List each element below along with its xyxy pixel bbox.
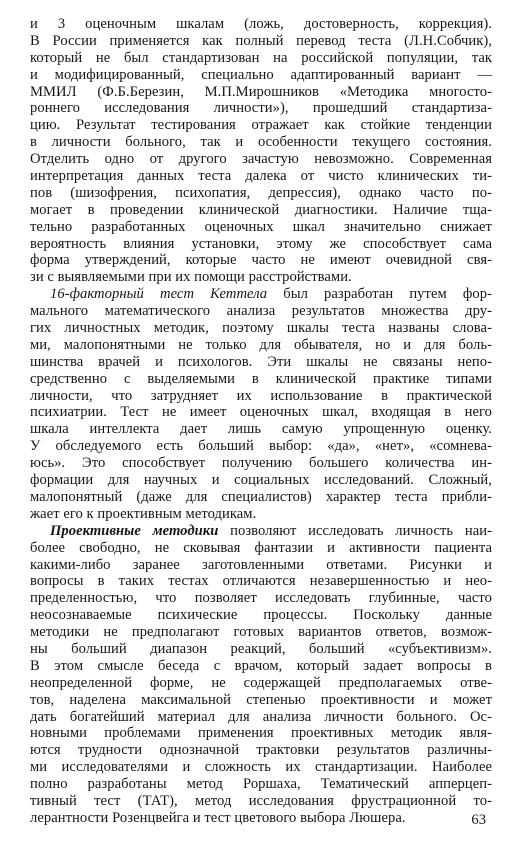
text-span: мального математического анализа результатов множества дру- [30, 303, 492, 320]
text-span: ми, малопонятными не только для обывателя, но и для боль- [30, 336, 492, 353]
text-line [30, 489, 492, 506]
paragraph [30, 286, 492, 522]
text-line [30, 320, 492, 337]
text-line [30, 742, 492, 759]
text-line [30, 540, 492, 557]
text-span: какими-либо заранее заготовленными ответами. Рисунки и [30, 556, 492, 573]
text-line [30, 33, 492, 50]
text-span: и модифицированный, специально адаптированный вариант — [30, 66, 492, 83]
text-line [30, 793, 492, 810]
text-span: в личности больного, так и особенности текущего состояния. [30, 134, 492, 151]
text-span: и 3 оценочным шкалам (ложь, достоверность, коррекция). [30, 16, 492, 32]
text-line [30, 658, 492, 675]
page-text [30, 16, 492, 827]
text-line [30, 67, 492, 84]
text-span: психиатрии. Тест не имеет оценочных шкал, входящая в него [30, 404, 492, 421]
text-line [30, 303, 492, 320]
text-line [30, 557, 492, 574]
text-span: шкала интеллекта дает лишь самую упрощенную оценку. [30, 421, 492, 438]
text-span: пределенностью, что позволяет исследовать глубинные, часто [30, 590, 492, 607]
text-line [30, 117, 492, 134]
text-span: неопределенной форме, не содержащей предполагаемых отве- [30, 674, 492, 691]
text-line [30, 252, 492, 269]
text-span: тов, наделена максимальной степенью проективности и может [30, 691, 492, 708]
text-span: юсь». Это способствует получению большего количества ин- [30, 455, 492, 472]
text-line [30, 776, 492, 793]
text-span: В России применяется как полный перевод теста (Л.Н.Собчик), [30, 32, 492, 49]
text-span: цию. Результат тестирования отражает как стойкие тенденции [30, 117, 492, 134]
text-line [30, 709, 492, 726]
text-span: неосознаваемые психические процессы. Поскольку данные [30, 607, 492, 624]
text-line [30, 641, 492, 658]
text-span: роннего исследования личности»), прошедший стандартиза- [30, 100, 492, 117]
text-span: Отделить одно от другого зачастую невозможно. Современная [30, 151, 492, 168]
text-line [30, 269, 492, 286]
text-span: У обследуемого есть больший выбор: «да», «нет», «сомнева- [30, 438, 492, 455]
text-span: более свободно, не сковывая фантазии и активности пациента [30, 539, 492, 556]
emphasis-text: 16-факторный тест Кеттела [50, 286, 268, 303]
text-line [30, 421, 492, 438]
text-line [30, 168, 492, 185]
text-span: тивный тест (ТАТ), метод исследования фрустрационной то- [30, 792, 492, 809]
text-span: личности, что затрудняет их использование в практической [30, 387, 492, 404]
text-span: пов (шизофрения, психопатия, депрессия), однако часто по- [30, 184, 492, 201]
text-line [30, 455, 492, 472]
text-line [30, 236, 492, 253]
text-line [30, 337, 492, 354]
text-line [30, 185, 492, 202]
text-line [30, 404, 492, 421]
text-line [30, 202, 492, 219]
text-span: дать богатейший материал для анализа личности больного. Ос- [30, 708, 492, 725]
text-span: жает его к проективным методикам. [30, 505, 257, 522]
text-line [30, 354, 492, 371]
text-line [30, 607, 492, 624]
text-line [30, 573, 492, 590]
text-line [30, 100, 492, 117]
text-line [30, 16, 492, 33]
text-span: средственно с выделяемыми в клинической практике типами [30, 370, 492, 387]
text-line [30, 371, 492, 388]
text-span: интерпретация данных теста далека от чисто клинических ти- [30, 168, 492, 185]
text-span: лерантности Розенцвейга и тест цветового выбора Люшера. [30, 809, 406, 826]
text-span: шинства врачей и психологов. Эти шкалы не связаны непо- [30, 353, 492, 370]
text-line [30, 219, 492, 236]
text-line [30, 50, 492, 67]
text-line [30, 523, 492, 540]
text-span: гих личностных методик, поэтому шкалы теста названы слова- [30, 320, 492, 337]
text-span: ММИЛ (Ф.Б.Березин, М.П.Мирошников «Методика многосто- [30, 83, 492, 100]
text-span: который не был стандартизован на российской популяции, так [30, 49, 492, 66]
text-line [30, 675, 492, 692]
text-line [30, 725, 492, 742]
paragraph [30, 523, 492, 827]
text-span: ны больший диапазон реакций, больший «субъективизм». [30, 640, 492, 657]
text-line [30, 472, 492, 489]
text-span: полно разработаны метод Роршаха, Тематический апперцеп- [30, 776, 492, 793]
text-line [30, 151, 492, 168]
emphasis-text: Проективные методики [50, 522, 219, 539]
text-span: вероятность влияния установки, этому же способствует сама [30, 235, 492, 252]
text-line [30, 692, 492, 709]
text-line [30, 438, 492, 455]
text-line [30, 134, 492, 151]
text-span: малопонятный (даже для специалистов) характер теста прибли- [30, 488, 492, 505]
text-line [30, 590, 492, 607]
paragraph [30, 16, 492, 286]
text-span: В этом смысле беседа с врачом, который задает вопросы в [30, 657, 492, 674]
text-span: формации для научных и социальных исследований. Сложный, [30, 472, 492, 489]
page-number: 63 [471, 812, 486, 828]
text-span: новными проблемами применения проективных методик явля- [30, 725, 492, 742]
text-span: вопросы в таких тестах отличаются незавершенностью и нео- [30, 573, 492, 590]
text-line [30, 810, 492, 827]
text-line [30, 759, 492, 776]
text-span: могает в проведении клинической диагностики. Наличие тща- [30, 201, 492, 218]
text-span: методики не предполагают готовых вариантов ответов, возмож- [30, 624, 492, 641]
text-span: был разработан путем фор- [267, 286, 492, 303]
text-line [30, 286, 492, 303]
text-line [30, 84, 492, 101]
text-span: позволяют исследовать личность наи- [218, 522, 492, 539]
text-span: ми исследователями и сложность их стандартизации. Наиболее [30, 759, 492, 776]
text-span: форма утверждений, которые часто не имеют очевидной свя- [30, 252, 492, 269]
text-line [30, 506, 492, 523]
text-span: зи с выявляемыми при их помощи расстройствами. [30, 269, 352, 286]
text-span: ются трудности однозначной трактовки результатов различны- [30, 742, 492, 759]
text-line [30, 388, 492, 405]
text-span: тельно разработанных оценочных шкал значительно снижает [30, 218, 492, 235]
text-line [30, 624, 492, 641]
